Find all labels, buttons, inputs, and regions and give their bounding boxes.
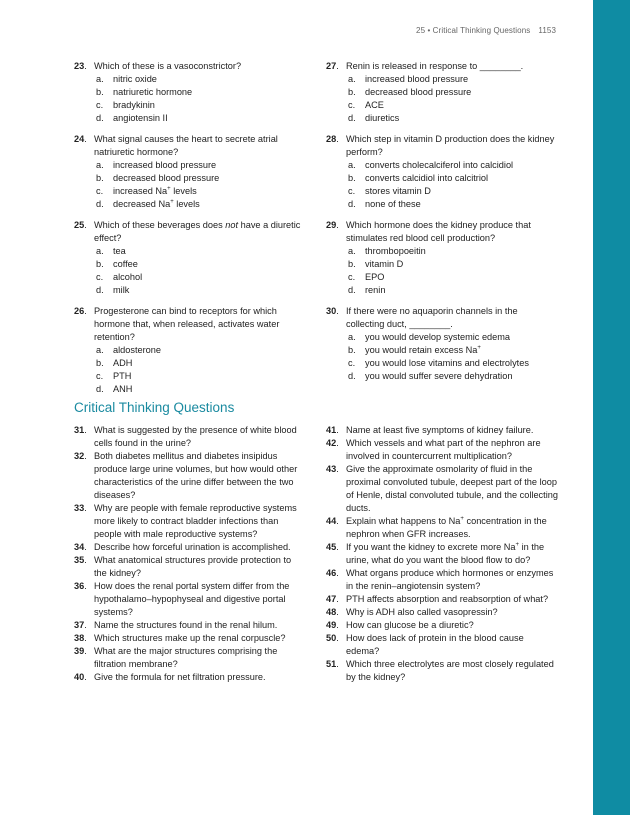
option [94, 185, 302, 198]
question-number: 27 . [326, 60, 339, 73]
question-text: What is suggested by the presence of white blood cells found in the urine? [94, 425, 297, 448]
question-number: 28 . [326, 133, 339, 146]
question-27 [326, 60, 558, 125]
option-letter: c . [348, 357, 355, 370]
answer-options [346, 73, 558, 125]
option-letter: c . [348, 271, 355, 284]
option-text: you would develop systemic edema [365, 332, 511, 342]
option-text: nitric oxide [113, 74, 157, 84]
question-number: 34 . [74, 541, 87, 554]
question-28 [326, 133, 558, 211]
option-text: aldosterone [113, 345, 162, 355]
question-number: 25 . [74, 219, 87, 232]
question-29 [326, 219, 558, 297]
option-letter: b . [96, 258, 104, 271]
option-letter: c . [96, 185, 103, 198]
question-text: Name at least five symptoms of kidney failure. [346, 425, 534, 435]
question-number: 45 . [326, 541, 339, 554]
option-text-suffix: levels [173, 199, 200, 209]
critical-question [74, 632, 306, 645]
question-text: Why are people with female reproductive systems more likely to contract bladder infections than people with male reproductive systems? [94, 503, 297, 539]
option [346, 357, 558, 370]
question-number: 30 . [326, 305, 339, 318]
option-text: increased blood pressure [113, 160, 217, 170]
question-number: 29 . [326, 219, 339, 232]
option-text: angiotensin II [113, 113, 168, 123]
question-text: Why is ADH also called vasopressin? [346, 607, 498, 617]
critical-question [326, 632, 558, 658]
option-text: decreased blood pressure [113, 173, 220, 183]
question-number: 41 . [326, 424, 339, 437]
question-text-part: have a diuretic effect? [94, 220, 301, 243]
option [346, 99, 558, 112]
question-text: Name the structures found in the renal hilum. [94, 620, 278, 630]
option [346, 258, 558, 271]
question-number: 51 . [326, 658, 339, 671]
critical-questions-right [326, 424, 558, 684]
critical-question [74, 450, 306, 502]
option-text: vitamin D [365, 259, 404, 269]
question-30 [326, 305, 558, 383]
question-24 [74, 133, 302, 211]
question-number: 37 . [74, 619, 87, 632]
running-header [416, 24, 556, 37]
chapter-color-bar [593, 0, 630, 815]
question-number: 46 . [326, 567, 339, 580]
option [346, 86, 558, 99]
option [94, 271, 302, 284]
option-letter: b . [96, 172, 104, 185]
question-text: What signal causes the heart to secrete atrial natriuretic hormone? [94, 134, 278, 157]
option-letter: b . [348, 344, 356, 357]
question-text-suffix: concentration in the nephron when GFR increases. [346, 516, 547, 539]
question-text-part: Which of these beverages does [94, 220, 226, 230]
option-letter: c . [96, 99, 103, 112]
question-text: Which of these is a vasoconstrictor? [94, 61, 242, 71]
option-text: converts cholecalciferol into calcidiol [365, 160, 514, 170]
question-number: 47 . [326, 593, 339, 606]
critical-question [326, 593, 558, 606]
option-text: renin [365, 285, 386, 295]
option [94, 86, 302, 99]
option-text: PTH [113, 371, 132, 381]
option-text: ANH [113, 384, 133, 394]
option [346, 112, 558, 125]
question-number: 49 . [326, 619, 339, 632]
answer-options [346, 245, 558, 297]
option-letter: a . [96, 344, 104, 357]
question-number: 26 . [74, 305, 87, 318]
critical-question [326, 463, 558, 515]
question-23 [74, 60, 302, 125]
section-title: Critical Thinking Questions [74, 400, 235, 415]
option [94, 370, 302, 383]
question-text: Which vessels and what part of the nephron are involved in countercurrent multiplication? [346, 438, 541, 461]
question-text: Which three electrolytes are most closely regulated by the kidney? [346, 659, 554, 682]
option-text: coffee [113, 259, 138, 269]
option-letter: a . [348, 159, 356, 172]
answer-options [94, 159, 302, 211]
question-text [94, 219, 302, 245]
critical-question [326, 541, 558, 567]
superscript: + [167, 185, 171, 192]
critical-question [326, 619, 558, 632]
option-text: decreased blood pressure [365, 87, 472, 97]
question-text: Give the approximate osmolarity of fluid in the proximal convoluted tubule, deepest part of the loop of Henle, distal convoluted tubule, and the collecting ducts. [346, 464, 558, 513]
option-text-suffix: levels [170, 186, 197, 196]
option [94, 159, 302, 172]
option-text: alcohol [113, 272, 143, 282]
question-number: 50 . [326, 632, 339, 645]
option-letter: d . [348, 112, 356, 125]
option-letter: b . [348, 172, 356, 185]
option-text: decreased Na [113, 199, 171, 209]
question-number: 43 . [326, 463, 339, 476]
option [94, 357, 302, 370]
question-number: 23 . [74, 60, 87, 73]
question-text-suffix: in the urine, what do you want the blood flow to do? [346, 542, 545, 565]
option [346, 159, 558, 172]
question-number: 36 . [74, 580, 87, 593]
option [346, 198, 558, 211]
option-letter: d . [96, 112, 104, 125]
option [346, 331, 558, 344]
question-text: How does the renal portal system differ from the hypothalamo–hypophyseal and digestive portal systems? [94, 581, 290, 617]
option-text: ACE [365, 100, 384, 110]
option [94, 172, 302, 185]
critical-question [326, 567, 558, 593]
page-number: 1153 [538, 26, 556, 35]
question-26 [74, 305, 302, 396]
option [346, 284, 558, 297]
question-text: Give the formula for net filtration pressure. [94, 672, 266, 682]
question-number: 24 . [74, 133, 87, 146]
option [346, 370, 558, 383]
option-letter: a . [348, 245, 356, 258]
superscript: + [477, 344, 481, 351]
option-letter: a . [348, 73, 356, 86]
option-letter: a . [96, 245, 104, 258]
question-number: 38 . [74, 632, 87, 645]
option [94, 73, 302, 86]
question-text: How can glucose be a diuretic? [346, 620, 474, 630]
question-text-emphasis: not [225, 220, 239, 230]
option [346, 73, 558, 86]
question-text: Describe how forceful urination is accomplished. [94, 542, 291, 552]
question-text: What anatomical structures provide protection to the kidney? [94, 555, 292, 578]
option-text: you would retain excess Na [365, 345, 478, 355]
review-questions-right [326, 60, 558, 391]
option-text: converts calcidiol into calcitriol [365, 173, 489, 183]
option-text: ADH [113, 358, 133, 368]
option-text: you would suffer severe dehydration [365, 371, 513, 381]
question-text: PTH affects absorption and reabsorption of what? [346, 594, 549, 604]
option [94, 344, 302, 357]
critical-question [74, 424, 306, 450]
question-number: 40 . [74, 671, 87, 684]
option-text: bradykinin [113, 100, 155, 110]
critical-question [326, 424, 558, 437]
option-text: none of these [365, 199, 421, 209]
answer-options [346, 159, 558, 211]
option [94, 245, 302, 258]
chapter-heading: 25 • Critical Thinking Questions [416, 26, 531, 35]
option-letter: c . [348, 185, 355, 198]
option [94, 258, 302, 271]
option-letter: b . [348, 86, 356, 99]
critical-question [326, 437, 558, 463]
critical-question [74, 671, 306, 684]
option [346, 344, 558, 357]
critical-question [74, 502, 306, 541]
option [346, 271, 558, 284]
question-number: 39 . [74, 645, 87, 658]
question-text: Which hormone does the kidney produce that stimulates red blood cell production? [346, 220, 531, 243]
critical-question [74, 645, 306, 671]
answer-options [94, 344, 302, 396]
option-text: natriuretic hormone [113, 87, 193, 97]
question-number: 33 . [74, 502, 87, 515]
answer-options [346, 331, 558, 383]
option-letter: c . [348, 99, 355, 112]
answer-options [94, 73, 302, 125]
option-letter: b . [96, 357, 104, 370]
option-letter: d . [96, 198, 104, 211]
option-letter: d . [96, 284, 104, 297]
option-letter: c . [96, 370, 103, 383]
question-text: If there were no aquaporin channels in the collecting duct, ________. [346, 306, 518, 329]
question-text: Progesterone can bind to receptors for which hormone that, when released, activates water retention? [94, 306, 280, 342]
question-number: 35 . [74, 554, 87, 567]
question-number: 31 . [74, 424, 87, 437]
option-letter: d . [348, 370, 356, 383]
question-number: 42 . [326, 437, 339, 450]
option-text: tea [113, 246, 126, 256]
critical-question [74, 619, 306, 632]
option-letter: a . [348, 331, 356, 344]
option-letter: b . [96, 86, 104, 99]
option-text: increased Na [113, 186, 168, 196]
critical-question [326, 515, 558, 541]
question-number: 32 . [74, 450, 87, 463]
option [94, 99, 302, 112]
question-text: Explain what happens to Na [346, 516, 461, 526]
option-text: EPO [365, 272, 385, 282]
question-text: How does lack of protein in the blood cause edema? [346, 633, 524, 656]
critical-question [326, 606, 558, 619]
option-text: increased blood pressure [365, 74, 469, 84]
critical-question [326, 658, 558, 684]
option-letter: a . [96, 73, 104, 86]
option-letter: b . [348, 258, 356, 271]
option-letter: a . [96, 159, 104, 172]
review-questions-left [74, 60, 302, 404]
question-text: Which structures make up the renal corpuscle? [94, 633, 286, 643]
question-number: 48 . [326, 606, 339, 619]
critical-question [74, 580, 306, 619]
option-text: diuretics [365, 113, 400, 123]
question-text: If you want the kidney to excrete more Na [346, 542, 516, 552]
critical-question [74, 541, 306, 554]
option-text: you would lose vitamins and electrolytes [365, 358, 529, 368]
question-25 [74, 219, 302, 297]
question-text: What are the major structures comprising the filtration membrane? [94, 646, 278, 669]
question-number: 44 . [326, 515, 339, 528]
option-letter: d . [348, 198, 356, 211]
option-letter: d . [96, 383, 104, 396]
superscript: + [460, 515, 464, 522]
critical-questions-left [74, 424, 306, 684]
option-letter: d . [348, 284, 356, 297]
question-text: Renin is released in response to ________. [346, 61, 524, 71]
option [94, 198, 302, 211]
option-text: stores vitamin D [365, 186, 431, 196]
question-text: Both diabetes mellitus and diabetes insipidus produce large urine volumes, but how would other characteristics of the urine differ between the two diseases? [94, 451, 298, 500]
option [346, 172, 558, 185]
question-text: What organs produce which hormones or enzymes in the renin–angiotensin system? [346, 568, 554, 591]
option [346, 245, 558, 258]
question-text: Which step in vitamin D production does the kidney perform? [346, 134, 555, 157]
answer-options [94, 245, 302, 297]
option [94, 284, 302, 297]
option [94, 383, 302, 396]
superscript: + [515, 541, 520, 548]
superscript: + [170, 198, 174, 205]
option [346, 185, 558, 198]
option-text: milk [113, 285, 130, 295]
option [94, 112, 302, 125]
option-text: thrombopoeitin [365, 246, 426, 256]
critical-question [74, 554, 306, 580]
option-letter: c . [96, 271, 103, 284]
